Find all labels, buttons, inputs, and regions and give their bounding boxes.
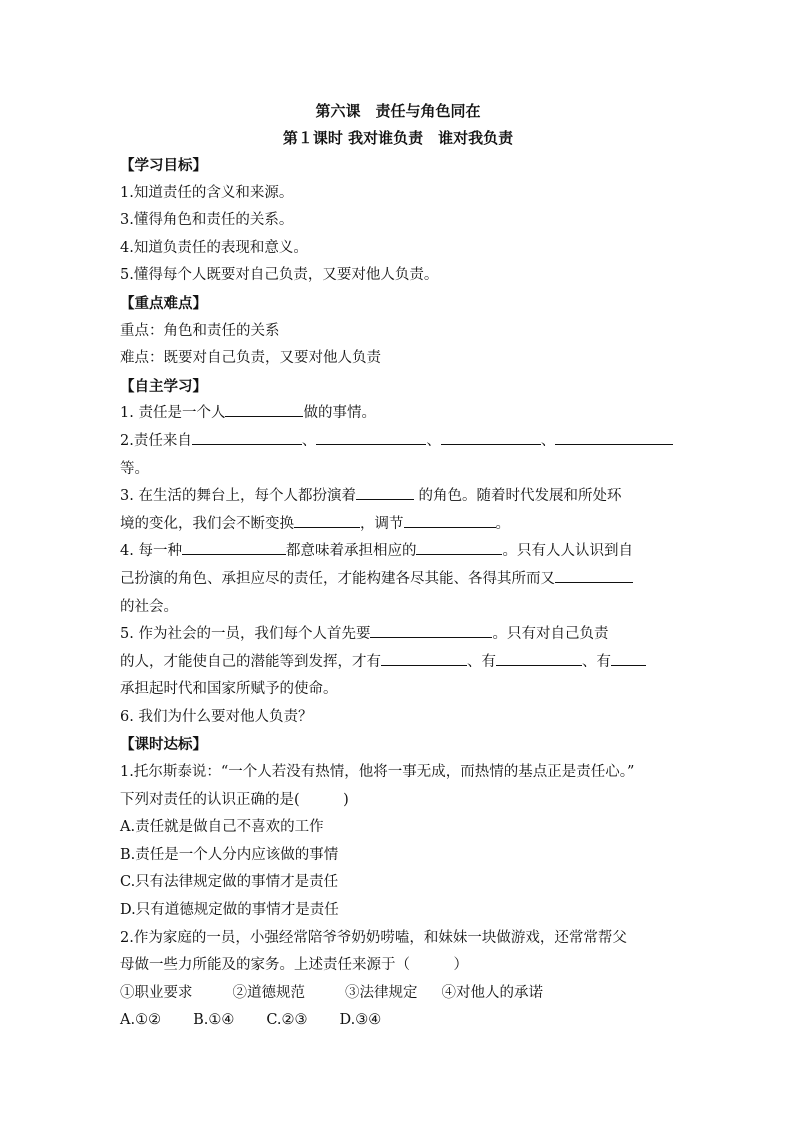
practice-q2-stem-cont: 母做一些力所能及的家务。上述责任来源于（ ） bbox=[120, 957, 468, 974]
practice-q1-stem: 1.托尔斯泰说：“一个人若没有热情，他将一事无成，而热情的基点正是责任心。” bbox=[120, 764, 635, 781]
fill-blank[interactable] bbox=[356, 485, 414, 500]
choice-option-b: B.①④ bbox=[193, 1012, 235, 1029]
fill-blank[interactable] bbox=[611, 651, 646, 666]
fill-blank[interactable] bbox=[555, 568, 633, 583]
goal-item: 1.知道责任的含义和来源。 bbox=[120, 184, 294, 201]
fill-blank[interactable] bbox=[225, 402, 303, 417]
statement-item: ④对他人的承诺 bbox=[441, 984, 543, 1001]
self-study-q4-cont: 己扮演的角色、承担应尽的责任，才能构建各尽其能、各得其所而又 bbox=[120, 566, 676, 594]
choice-option-a: A.责任就是做自己不喜欢的工作 bbox=[120, 819, 324, 836]
goal-item: 5.懂得每个人既要对自己负责，又要对他人负责。 bbox=[120, 267, 439, 284]
self-study-q4-end: 的社会。 bbox=[120, 598, 178, 615]
fill-blank[interactable] bbox=[404, 513, 496, 528]
self-study-q2-end: 等。 bbox=[120, 460, 149, 477]
self-study-heading: 【自主学习】 bbox=[120, 377, 207, 395]
practice-q2-stem: 2.作为家庭的一员，小强经常陪爷爷奶奶唠嗑，和妹妹一块做游戏，还常常帮父 bbox=[120, 929, 627, 946]
key-points-heading: 【重点难点】 bbox=[120, 294, 207, 312]
choice-option-c: C.只有法律规定做的事情才是责任 bbox=[120, 874, 339, 891]
self-study-q6: 6. 我们为什么要对他人负责？ bbox=[120, 708, 313, 725]
choice-option-c: C.②③ bbox=[266, 1012, 308, 1029]
practice-q2-options bbox=[120, 1007, 676, 1035]
statement-item: ③法律规定 bbox=[345, 984, 418, 1001]
fill-blank[interactable] bbox=[381, 651, 467, 666]
self-study-q3: 3. 在生活的舞台上，每个人都扮演着 的角色。随着时代发展和所处环 bbox=[120, 483, 676, 511]
statement-item: ①职业要求 bbox=[120, 984, 193, 1001]
lesson-subtitle: 第１课时 我对谁负责 谁对我负责 bbox=[282, 129, 514, 147]
fill-blank[interactable] bbox=[416, 540, 502, 555]
practice-heading: 【课时达标】 bbox=[120, 736, 207, 754]
fill-blank[interactable] bbox=[370, 623, 492, 638]
self-study-q5-end: 承担起时代和国家所赋予的使命。 bbox=[120, 681, 338, 698]
fill-blank[interactable] bbox=[496, 651, 582, 666]
fill-blank[interactable] bbox=[192, 430, 302, 445]
goal-item: 4.知道负责任的表现和意义。 bbox=[120, 239, 308, 256]
self-study-q5-cont: 的人，才能使自己的潜能等到发挥，才有 、有 、有 bbox=[120, 649, 676, 677]
fill-blank[interactable] bbox=[555, 430, 673, 445]
choice-option-a: A.①② bbox=[120, 1012, 162, 1029]
self-study-q1: 1. 责任是一个人 做的事情。 bbox=[120, 400, 676, 428]
self-study-q2: 2.责任来自 、 、 、 bbox=[120, 428, 676, 456]
choice-option-d: D.③④ bbox=[339, 1012, 382, 1029]
key-point: 重点：角色和责任的关系 bbox=[120, 322, 280, 339]
self-study-q3-cont: 境的变化，我们会不断变换 ，调节 。 bbox=[120, 511, 676, 539]
self-study-q4: 4. 每一种 都意味着承担相应的 。只有人人认识到自 bbox=[120, 538, 676, 566]
practice-q1-stem-cont: 下列对责任的认识正确的是( ) bbox=[120, 791, 349, 808]
fill-blank[interactable] bbox=[182, 540, 286, 555]
worksheet-page bbox=[120, 98, 676, 1035]
difficult-point: 难点：既要对自己负责，又要对他人负责 bbox=[120, 350, 381, 367]
practice-q2-items bbox=[120, 980, 676, 1008]
choice-option-d: D.只有道德规定做的事情才是责任 bbox=[120, 902, 339, 919]
goal-item: 3.懂得角色和责任的关系。 bbox=[120, 212, 294, 229]
fill-blank[interactable] bbox=[316, 430, 426, 445]
fill-blank[interactable] bbox=[294, 513, 360, 528]
choice-option-b: B.责任是一个人分内应该做的事情 bbox=[120, 846, 339, 863]
statement-item: ②道德规范 bbox=[232, 984, 305, 1001]
self-study-q5: 5. 作为社会的一员，我们每个人首先要 。只有对自己负责 bbox=[120, 621, 676, 649]
fill-blank[interactable] bbox=[441, 430, 541, 445]
goals-heading: 【学习目标】 bbox=[120, 157, 207, 174]
lesson-title: 第六课 责任与角色同在 bbox=[315, 102, 481, 120]
